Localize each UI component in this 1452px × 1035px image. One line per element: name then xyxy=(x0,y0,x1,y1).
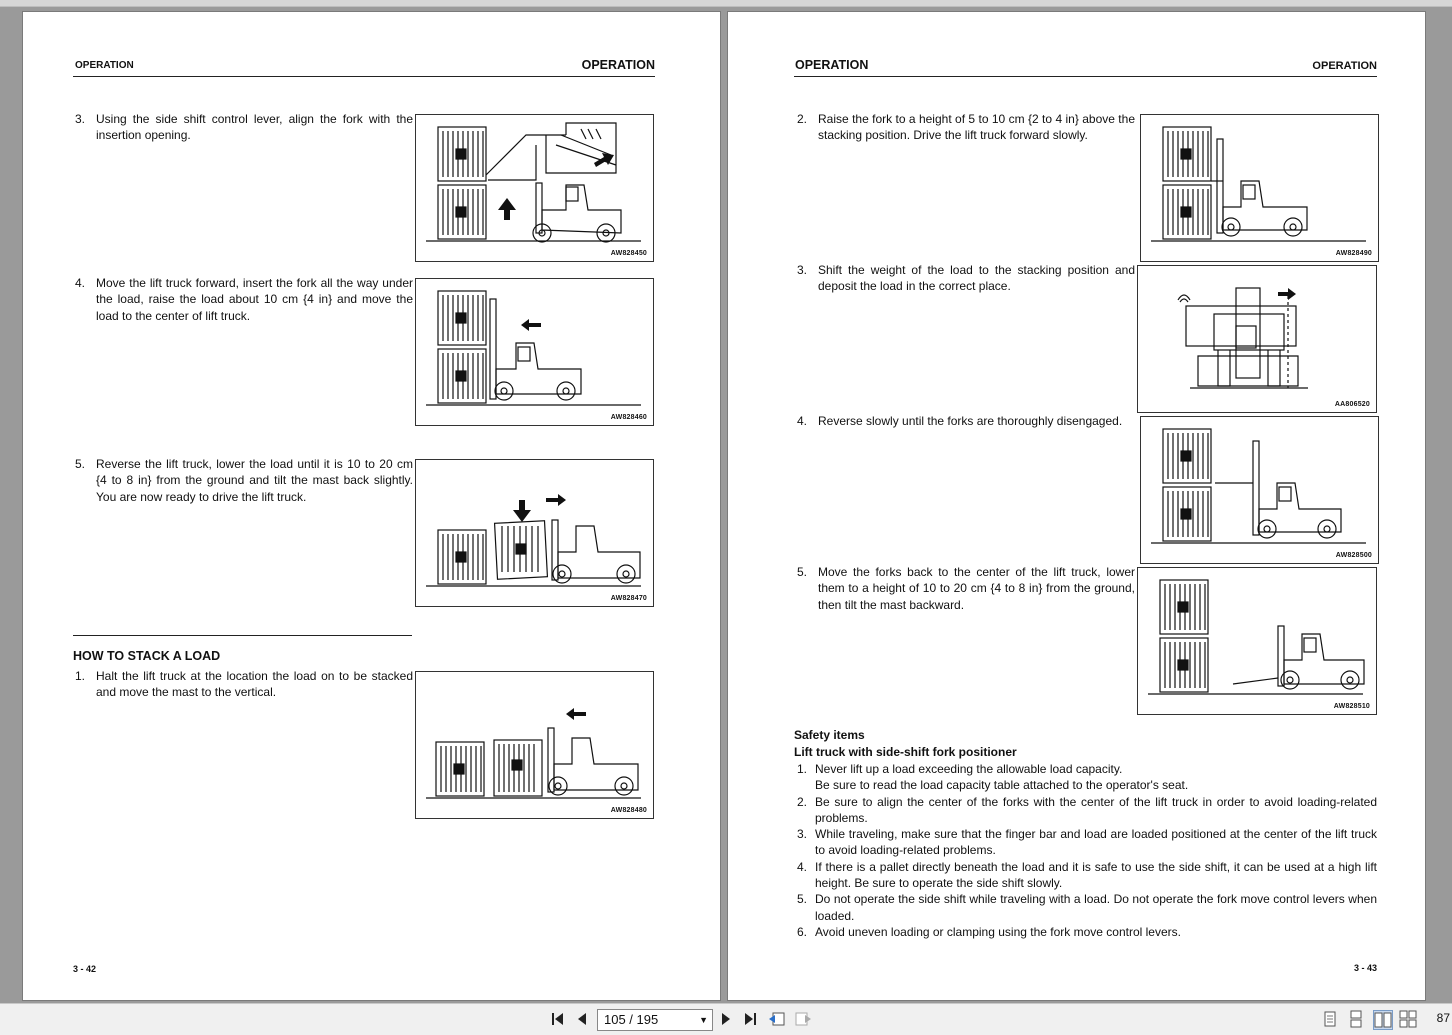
item-text: Avoid uneven loading or clamping using the fork move control levers. xyxy=(815,924,1181,939)
step-number: 4. xyxy=(797,414,808,428)
item-text: Be sure to align the center of the forks with the center of the lift truck in order to avoid loading-related problems. xyxy=(815,794,1377,825)
figure-code: AW828450 xyxy=(610,250,647,257)
step-text: Halt the lift truck at the location the load on to be stacked and move the mast to the vertical. xyxy=(96,669,413,700)
forklift-illustration xyxy=(416,279,653,425)
figure-code: AW828500 xyxy=(1335,552,1372,559)
section-title: HOW TO STACK A LOAD xyxy=(73,649,221,663)
figure-code: AW828460 xyxy=(610,414,647,421)
figure-code: AW828470 xyxy=(610,595,647,602)
viewer-toolbar xyxy=(0,1003,1452,1035)
continuous-view-icon[interactable] xyxy=(1347,1010,1365,1028)
two-page-view-icon[interactable] xyxy=(1373,1010,1393,1030)
step-text: Reverse the lift truck, lower the load until it is 10 to 20 cm {4 to 8 in} from the ground and tilt the mast back slightly. You are now ready to drive the lift truck. xyxy=(96,457,413,504)
figure-shift-weight xyxy=(1137,265,1377,413)
safety-list xyxy=(794,761,1377,940)
last-page-icon[interactable] xyxy=(741,1010,759,1028)
safety-item xyxy=(794,826,1377,859)
two-page-continuous-view-icon[interactable] xyxy=(1399,1010,1417,1028)
safety-title: Safety items xyxy=(794,728,865,742)
forklift-illustration xyxy=(416,115,653,261)
figure-fork-align xyxy=(415,114,654,262)
document-page-left xyxy=(22,11,721,1001)
item-number: 5. xyxy=(797,892,808,907)
prev-page-icon[interactable] xyxy=(573,1010,591,1028)
step-text: Raise the fork to a height of 5 to 10 cm {2 to 4 in} above the stacking position. Drive the lift truck forward slowly. xyxy=(818,112,1135,143)
figure-fork-insert xyxy=(415,278,654,426)
step-text: Reverse slowly until the forks are thoroughly disengaged. xyxy=(818,414,1123,428)
header-rule xyxy=(73,76,655,77)
zoom-level[interactable]: 87 xyxy=(1436,1011,1450,1025)
figure-reverse xyxy=(415,459,654,607)
item-text: Do not operate the side shift while traveling with a load. Do not operate the fork move control levers when loaded. xyxy=(815,892,1377,923)
figure-code: AW828480 xyxy=(610,807,647,814)
figure-code: AW828510 xyxy=(1333,703,1370,710)
step-number: 2. xyxy=(797,112,808,126)
figure-code: AA806520 xyxy=(1334,401,1370,408)
item-number: 3. xyxy=(797,827,808,842)
forklift-illustration xyxy=(416,672,653,818)
item-number: 1. xyxy=(797,762,808,776)
section-divider xyxy=(73,635,412,636)
chevron-down-icon[interactable]: ▼ xyxy=(699,1015,708,1025)
top-window-strip xyxy=(0,0,1452,7)
step-text: Move the forks back to the center of the lift truck, lower them to a height of 10 to 20 cm {4 to 8 in} from the ground, then tilt the mast backward. xyxy=(818,565,1135,612)
forklift-illustration xyxy=(416,460,653,606)
item-text-continued: Be sure to read the load capacity table attached to the operator's seat. xyxy=(815,778,1189,793)
item-number: 6. xyxy=(797,924,808,939)
item-number: 4. xyxy=(797,859,808,874)
page-number-footer: 3 - 42 xyxy=(73,964,97,974)
page-number-input[interactable] xyxy=(597,1009,713,1031)
go-back-view-icon[interactable] xyxy=(767,1010,787,1028)
figure-halt xyxy=(415,671,654,819)
step-text: Move the lift truck forward, insert the fork all the way under the load, raise the load about 10 cm {4 in} and move the load to the center of lift truck. xyxy=(96,276,413,323)
page-number-footer: 3 - 43 xyxy=(1353,963,1377,973)
forklift-illustration xyxy=(1138,568,1376,714)
item-number: 2. xyxy=(797,794,808,809)
safety-subtitle: Lift truck with side-shift fork positioner xyxy=(794,745,1017,759)
safety-item xyxy=(794,924,1377,940)
figure-raise-fork xyxy=(1140,114,1379,262)
figure-forks-back xyxy=(1137,567,1377,715)
step-number: 5. xyxy=(75,457,86,471)
safety-item xyxy=(794,891,1377,924)
step-text: Using the side shift control lever, align the fork with the insertion opening. xyxy=(96,112,413,143)
running-header-right: OPERATION xyxy=(581,58,655,72)
forklift-illustration xyxy=(1141,115,1378,261)
figure-code: AW828490 xyxy=(1335,250,1372,257)
figure-reverse-disengage xyxy=(1140,416,1379,564)
page-indicator: 105 / 195 xyxy=(604,1012,659,1027)
item-text: Never lift up a load exceeding the allowable load capacity. xyxy=(815,762,1123,776)
document-page-right xyxy=(727,11,1426,1001)
item-text: If there is a pallet directly beneath the load and it is safe to use the side shift, it can be used at a high lift height. Be sure to operate the side shift slowly. xyxy=(815,859,1377,891)
step-text: Shift the weight of the load to the stacking position and deposit the load in the correct place. xyxy=(818,263,1135,294)
go-forward-view-icon[interactable] xyxy=(793,1010,813,1028)
step-number: 1. xyxy=(75,669,86,683)
forklift-illustration xyxy=(1141,417,1378,563)
step-number: 4. xyxy=(75,276,86,290)
single-page-view-icon[interactable] xyxy=(1321,1010,1339,1028)
running-header-left: OPERATION xyxy=(795,58,869,72)
step-number: 5. xyxy=(797,565,808,579)
step-number: 3. xyxy=(797,263,808,277)
first-page-icon[interactable] xyxy=(549,1010,567,1028)
item-text: While traveling, make sure that the finger bar and load are loaded positioned at the center of the lift truck to avoid loading-related problems. xyxy=(815,827,1377,858)
forklift-front-illustration xyxy=(1138,266,1376,412)
step-number: 3. xyxy=(75,112,86,126)
next-page-icon[interactable] xyxy=(717,1010,735,1028)
safety-item xyxy=(794,761,1377,794)
safety-item xyxy=(794,859,1377,892)
header-rule xyxy=(794,76,1377,77)
running-header-left: OPERATION xyxy=(75,60,134,71)
safety-item xyxy=(794,794,1377,827)
running-header-right: OPERATION xyxy=(1312,60,1377,72)
